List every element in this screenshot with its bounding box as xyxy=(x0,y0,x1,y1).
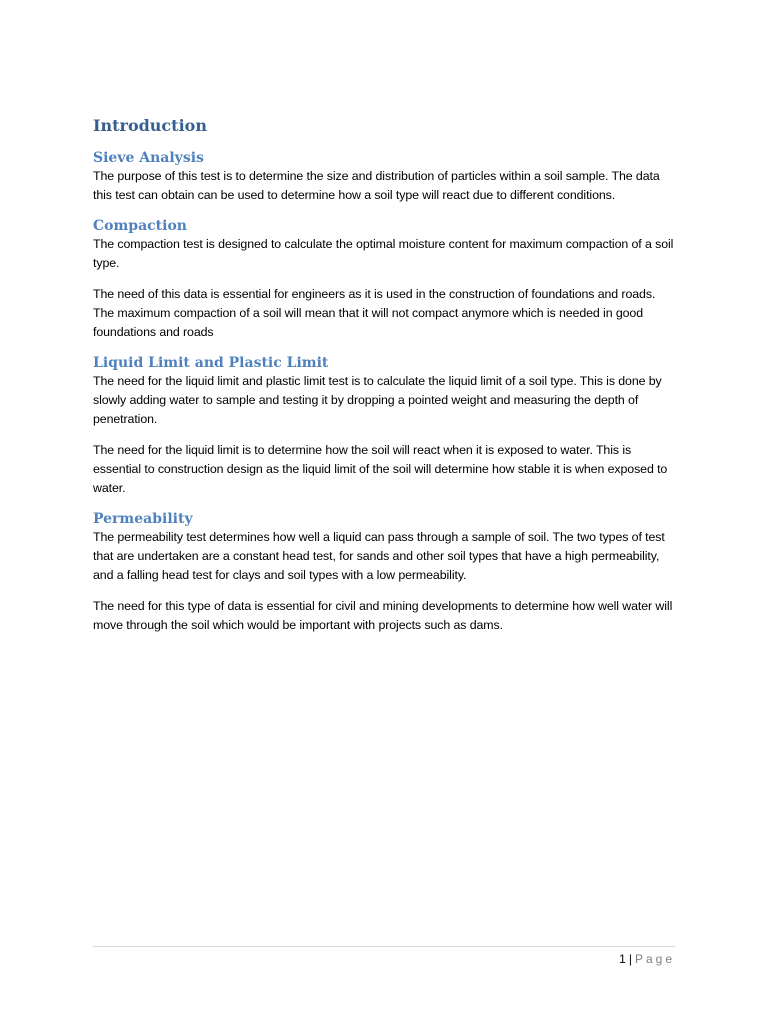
page-footer xyxy=(93,946,675,968)
section-paragraph: The need for the liquid limit and plastic limit test is to calculate the liquid limit of a soil type. This is done by slowly adding water to sample and testing it by dropping a pointed weight and measuring the depth of penetration. xyxy=(93,374,662,426)
document-body xyxy=(93,116,678,635)
section-compaction xyxy=(93,218,678,342)
section-liquid-plastic-limit xyxy=(93,355,678,498)
section-paragraph: The compaction test is designed to calculate the optimal moisture content for maximum compaction of a soil type. xyxy=(93,237,674,270)
section-paragraph: The need for the liquid limit is to determine how the soil will react when it is exposed to water. This is essential to construction design as the liquid limit of the soil will determine how stable it is when exposed to water. xyxy=(93,443,668,495)
section-paragraph: The permeability test determines how well a liquid can pass through a sample of soil. The two types of test that are undertaken are a constant head test, for sands and other soil types that have a high permeability, and a falling head test for clays and soil types with a low permeability. xyxy=(93,530,665,582)
section-heading: Compaction xyxy=(93,218,187,234)
document-title: Introduction xyxy=(93,116,207,135)
section-paragraph: The need of this data is essential for engineers as it is used in the construction of foundations and roads. The maximum compaction of a soil will mean that it will not compact anymore which is needed in good foundations and roads xyxy=(93,287,656,339)
section-sieve-analysis xyxy=(93,150,678,205)
section-permeability xyxy=(93,511,678,635)
page-label: Page xyxy=(634,952,675,966)
section-paragraph: The purpose of this test is to determine the size and distribution of particles within a soil sample. The data this test can obtain can be used to determine how a soil type will react due to different conditions. xyxy=(93,169,660,202)
page-separator: | xyxy=(628,952,632,966)
section-heading: Sieve Analysis xyxy=(93,150,204,166)
section-heading: Liquid Limit and Plastic Limit xyxy=(93,355,329,371)
page-number: 1 xyxy=(619,952,626,966)
section-paragraph: The need for this type of data is essential for civil and mining developments to determine how well water will move through the soil which would be important with projects such as dams. xyxy=(93,599,673,632)
section-heading: Permeability xyxy=(93,511,193,527)
